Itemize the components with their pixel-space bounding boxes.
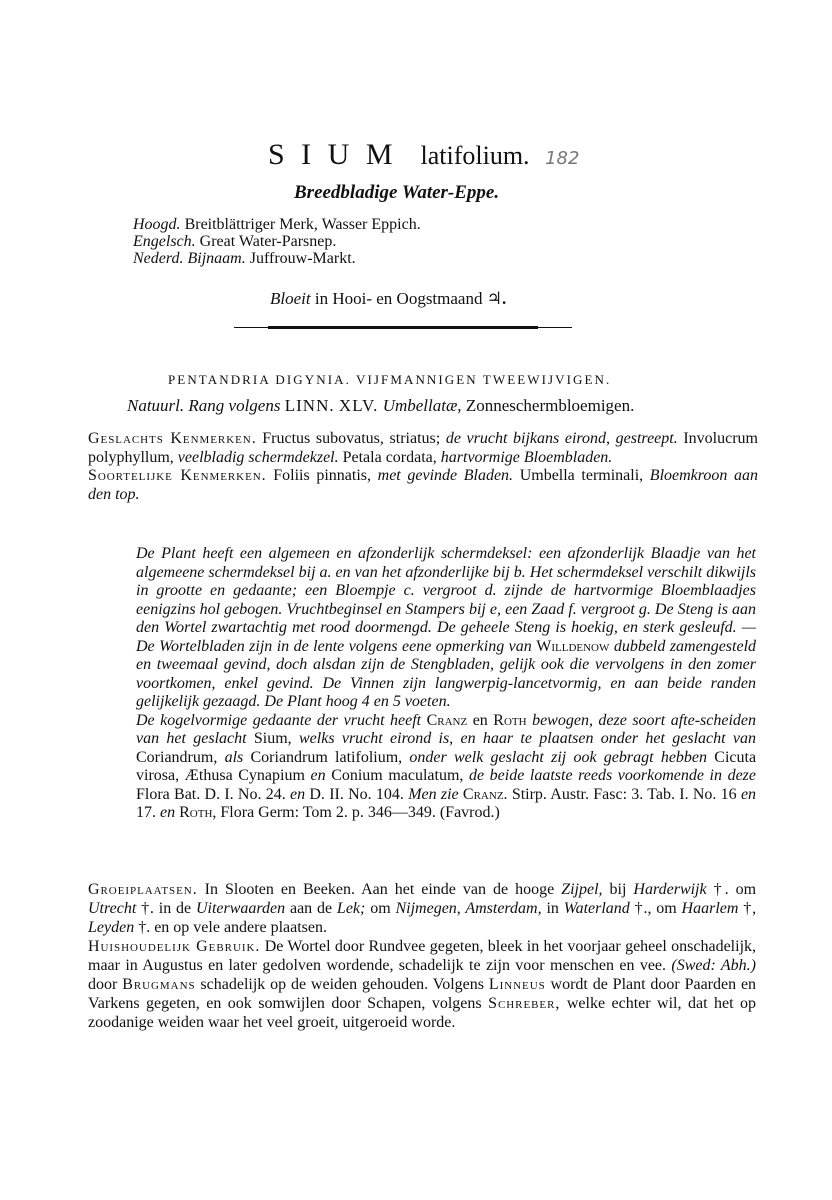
species-name: latifolium.: [420, 141, 530, 170]
place-utrecht: Utrecht: [88, 900, 137, 917]
groei-dag5: †. en op vele andere plaatsen.: [138, 919, 328, 936]
desc-text-2a: De kogelvormige gedaante der vrucht heeft: [136, 711, 422, 729]
huis-text-2: schadelijk op de weiden gehouden. Volgens: [200, 976, 484, 993]
place-lek: Lek;: [336, 900, 366, 917]
species-characteristics: [88, 467, 758, 504]
flowering-time: [270, 289, 506, 309]
groei-text-1: In Slooten en Beeken.: [204, 881, 355, 898]
bloeit-text: in Hooi- en Oogstmaand: [314, 289, 483, 308]
habitat-para: [88, 880, 756, 937]
linn-ref: LINN.: [284, 396, 335, 415]
name-lang-nederd: Nederd. Bijnaam.: [133, 250, 246, 267]
geslacht-latin-2: Involucrum polyphyllum,: [88, 430, 758, 466]
soort-latin-1: Foliis pinnatis,: [273, 467, 372, 484]
huis-text-3: wordt de Plant door Paarden en Varkens gegeten, en ook somwijlen door Schapen, volgens: [88, 976, 757, 1012]
desc-text-1: De Plant heeft een algemeen en afzonderlijk schermdeksel: een afzonderlijk Blaadje van het algemeene schermdeksel bij a. en van het afzonderlijke bij b. Het schermdeksel verschilt dikwijls in grootte en gedaante; een Bloempje c. vergroot d. zijnde de hartvormige Bloemblaadjes eenigzins hol gebogen. Vruchtbeginsel en Stampers bij e, een Zaad f. vergroot g. De Steng is aan den Wortel zwartachtig met rood doormengd. De geheele Steng is hoekig, en sterk gesleufd. — De Wortelbladen zijn in de lente volgens eene opmerking van: [136, 545, 756, 655]
desc-menzie: Men zie: [408, 785, 459, 803]
soort-latin-2: Umbella terminali,: [519, 467, 644, 484]
use-para: [88, 937, 756, 1032]
geslacht-latin-1: Fructus subovatus, striatus;: [262, 430, 441, 447]
soort-label: Soortelijke Kenmerken.: [88, 467, 267, 484]
place-haarlem: Haarlem: [681, 900, 739, 917]
author-cranz: Cranz: [426, 711, 468, 729]
geslacht-dutch-3: hartvormige Bloembladen.: [440, 448, 613, 466]
author-schreber: Schreber,: [488, 995, 561, 1012]
name-lang-engelsch: Engelsch.: [133, 233, 196, 250]
geslacht-label: Geslachts Kenmerken.: [88, 430, 257, 447]
name-hoogd: Breitblättriger Merk, Wasser Eppich.: [184, 216, 421, 233]
desc-text-2d: onder welk geslacht zij ook gebragt hebben: [409, 748, 708, 766]
description-para-2: [136, 712, 756, 823]
soort-dutch-1: met gevinde Bladen.: [377, 467, 514, 484]
place-nijmegen: Nijmegen, Amsterdam,: [395, 900, 542, 917]
place-waterland: Waterland: [563, 900, 630, 917]
desc-n17: 17.: [136, 804, 156, 821]
groei-in: in: [546, 900, 559, 917]
description-para-1: [136, 545, 756, 712]
desc-stirp: Stirp. Austr. Fasc: 3. Tab. I. No. 16: [511, 785, 737, 803]
huis-text-1: De Wortel door Rundvee gegeten, bleek in het voorjaar geheel onschadelijk, maar in Augustus en later gedolven wordende, schadelijk te zijn voor menschen en vee.: [88, 938, 757, 974]
groei-dag4: †,: [743, 900, 757, 917]
genus-characteristics: [88, 430, 758, 467]
groei-om1: om: [370, 900, 391, 917]
desc-als: als: [224, 748, 244, 766]
divider-left: [234, 327, 268, 328]
geslacht-dutch-1: de vrucht bijkans eirond, gestreept.: [445, 430, 678, 447]
groei-bij: bij: [609, 881, 627, 898]
genus-name: SIUM: [268, 138, 410, 171]
groei-dag3: †., om: [634, 900, 677, 917]
huis-label: Huishoudelijk Gebruik.: [88, 938, 261, 955]
characteristics: [88, 430, 758, 504]
divider: [268, 326, 538, 329]
desc-text-2c: welks vrucht eirond is, en haar te plaatsen onder het geslacht van: [299, 730, 757, 747]
groei-aande: aan de: [289, 900, 333, 917]
geslacht-dutch-2: veelbladig schermdekzel.: [177, 448, 339, 466]
desc-flora: Flora Bat. D. I. No. 24.: [136, 785, 286, 803]
huis-door: door: [88, 976, 118, 993]
desc-text-2e: de beide laatste reeds voorkomende in deze: [469, 767, 757, 784]
desc-coriandrum: Coriandrum,: [136, 748, 218, 766]
desc-en4: en: [740, 785, 757, 803]
place-harderwijk: Harderwijk: [633, 881, 707, 898]
desc-cicuta: Cicuta virosa, Æthusa Cynapium: [136, 748, 757, 784]
desc-en: en: [472, 711, 488, 729]
author-brugmans: Brugmans: [122, 976, 196, 993]
groei-line2a: Aan het einde van de hooge: [361, 881, 555, 898]
vernacular-names: [133, 216, 421, 267]
groei-dag1: †. om: [713, 881, 757, 898]
author-roth: Roth: [493, 711, 527, 729]
rank-number: XLV.: [338, 396, 379, 415]
desc-text-2b: bewogen, deze soort afte-scheiden van het geslacht: [136, 711, 757, 747]
name-nederd: Juffrouw-Markt.: [249, 250, 356, 267]
description: [136, 545, 756, 823]
desc-sium: Sium,: [253, 730, 292, 747]
author-roth-2: Roth,: [179, 804, 217, 821]
author-cranz-2: Cranz.: [462, 785, 508, 803]
desc-en2: en: [310, 767, 326, 784]
habitat-and-use: [88, 880, 756, 1032]
geslacht-latin-3: Petala cordata,: [342, 448, 437, 466]
groei-label: Groeiplaatsen.: [88, 881, 198, 898]
umbellatae: Umbellatæ,: [382, 396, 462, 415]
place-uiterwaarden: Uiterwaarden: [195, 900, 286, 917]
desc-en3: en: [290, 785, 306, 803]
dutch-name: Breedbladige Water-Eppe.: [294, 182, 500, 203]
huis-swed: (Swed: Abh.): [671, 957, 757, 974]
desc-cor-lat: Coriandrum latifolium,: [250, 748, 403, 766]
place-zijpel: Zijpel,: [561, 881, 603, 898]
huis-text-4: welke echter wil, dat het op zoodanige weiden waar het veel groeit, uitgeroeid worde.: [88, 995, 756, 1031]
natuurl-label: Natuurl. Rang volgens: [127, 396, 281, 415]
groei-dag2: †. in de: [141, 900, 192, 917]
classification: PENTANDRIA DIGYNIA. VIJFMANNIGEN TWEEWIJVIGEN.: [168, 372, 612, 387]
jupiter-symbol: ♃.: [486, 289, 507, 308]
bloeit-label: Bloeit: [270, 289, 311, 308]
name-lang-hoogd: Hoogd.: [133, 216, 181, 233]
desc-en5: en: [160, 804, 176, 821]
name-engelsch: Great Water-Parsnep.: [199, 233, 337, 250]
desc-germ: Flora Germ: Tom 2. p. 346—349. (Favrod.): [220, 804, 500, 821]
divider-right: [538, 327, 572, 328]
handwritten-number: 182: [545, 148, 580, 169]
author-linneus: Linneus: [488, 976, 546, 993]
zonnescherm: Zonneschermbloemigen.: [465, 396, 635, 415]
desc-flora2: D. II. No. 104.: [309, 785, 404, 803]
desc-text-1b: dubbeld zamengesteld en tweemaal gevind, doch alsdan zijn de Stengbladen, gelijk ook die vervolgens in den zomer voortkomen, enkel gevind. De Vinnen zijn langwerpig-lancetvormig, en aan beide randen gelijkelijk gezaagd. De Plant hoog 4 en 5 voeten.: [136, 637, 757, 710]
natural-rank: [127, 396, 634, 416]
author-willdenow: Willdenow: [536, 637, 610, 655]
soort-dutch-2: Bloemkroon aan den top.: [88, 467, 759, 503]
page-title: [268, 138, 579, 172]
desc-conium: Conium maculatum,: [331, 767, 464, 784]
place-leyden: Leyden: [88, 919, 135, 936]
